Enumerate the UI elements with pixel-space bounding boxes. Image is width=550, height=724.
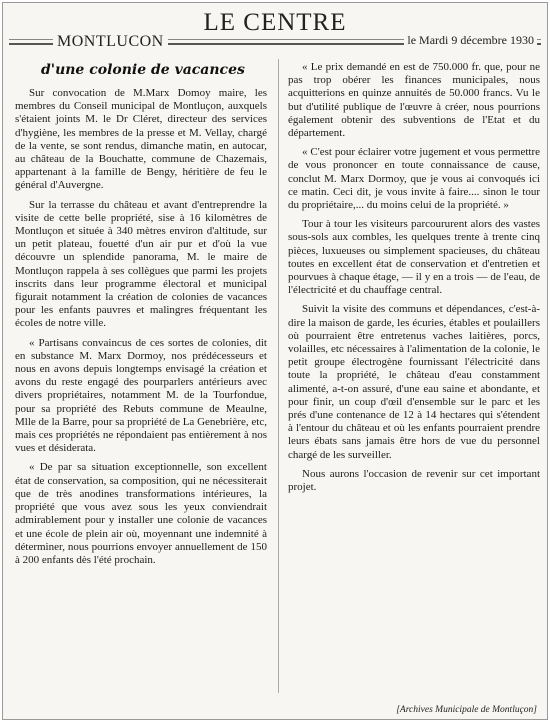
article-paragraph: « Le prix demandé en est de 750.000 fr. que, pour ne pas trop obérer les finances municipales, nous acquitterions en quinze annuités de 50.000 francs. Vu le but d'utilité publique de l'œuvre à créer, nous pourrions également obtenir des subventions de l'Etat et du département. [288,61,540,140]
city-label: MONTLUCON [53,33,168,51]
article-paragraph: « De par sa situation exceptionnelle, son excellent état de conservation, sa composition, qui ne nécessiterait que de très anodines transformations intérieures, la propriété que vous avez sous les yeux conviendrait admirablement pour y installer une colonie de vacances et une école de plein air où, moyennant une indemnité à déterminer, nous pourrions envoyer annuellement de 150 à 200 enfants dès l'été prochain. [15,461,267,566]
article-paragraph: Sur la terrasse du château et avant d'entreprendre la visite de cette belle propriété, sise à 16 kilomètres de Montluçon et située à 340 mètres environ d'altitude, sur un petit plateau, fouetté d'un air pur et d'où la vue découvre un splendide panorama, M. le maire de Montluçon rappela à ses collègues que parmi les projets inscrits dans leur programme électoral et municipal figurait notamment la création de colonies de vacances pour les enfants pauvres et malingres fréquentant les écoles de notre ville. [15,198,267,330]
newspaper-clipping [2,2,548,720]
masthead [3,3,547,55]
source-credit: [Archives Municipale de Montluçon] [396,705,537,715]
article-paragraph: Tour à tour les visiteurs parcoururent alors des vastes sous-sols aux combles, les quelques trente à trente cinq pièces, luxueuses ou simplement spacieuses, du château toutes en excellent état de conservation et d'entretien et pourvues à chaque étage, — il y en a trois — de l'eau, de l'électricité et du chauffage central. [288,218,540,297]
article-title: d'une colonie de vacances [41,62,245,78]
article-paragraph: « C'est pour éclairer votre jugement et vous permettre de vous prononcer en toute connaissance de cause, conclut M. Marx Dormoy, que je vous ai convoqués ici ce matin. Ceci dit, je vous invite à faire.... sinon le tour du propriétaire,... du moins celui de la propriété. » [288,146,540,212]
article-paragraph: Suivit la visite des communs et dépendances, c'est-à-dire la maison de garde, les écuries, étables et poulaillers où pourraient être entretenus vaches laitières, porcs, volailles, etc nécessaires à l'alimentation de la colonie, le petit groupe électrogène fournissant l'électricité dans toute la propriété, le château d'eau constamment alimenté, a-t-on assuré, d'une eau saine et abondante, et pour finir, un coup d'œil d'ensemble sur le parc et les prés d'une contenance de 12 à 14 hectares qui s'étendent à l'entour du château et où les enfants pourraient prendre leurs ébats sans jamais être hors de vue du personnel chargé de les surveiller. [288,303,540,461]
article-paragraph: « Partisans convaincus de ces sortes de colonies, dit en substance M. Marx Dormoy, nos prédécesseurs et nous en avons depuis longtemps envisagé la création et avons du reste engagé des pourparlers antérieurs avec divers propriétaires, notamment M. de la Tourfondue, pour sa propriété des Rebuts commune de Meaulne, Mlle de la Barre, pour sa propriété de La Genebrière, etc, mais ces propriétés ne répondaient pas entièrement à nos vues et désiderata. [15,336,267,455]
article-paragraph: Nous aurons l'occasion de revenir sur cet important projet. [288,467,540,494]
article-column-left [15,61,267,573]
issue-date: le Mardi 9 décembre 1930 [404,33,537,48]
column-divider [278,59,279,693]
newspaper-title: LE CENTRE [203,9,347,36]
article-column-right [288,61,540,500]
article-paragraph: Sur convocation de M.Marx Domoy maire, les membres du Conseil municipal de Montluçon, auxquels s'étaient joints M. le Dr Cléret, directeur des services d'hygiène, les membres de la presse et M. Vellay, chargé de la vente, se sont rendus, dimanche matin, en autocar, au château de la Bouchatte, commune de Chazemais, appartenant à la famille de Bengy, héritière de feu le général d'Auvergne. [15,87,267,192]
